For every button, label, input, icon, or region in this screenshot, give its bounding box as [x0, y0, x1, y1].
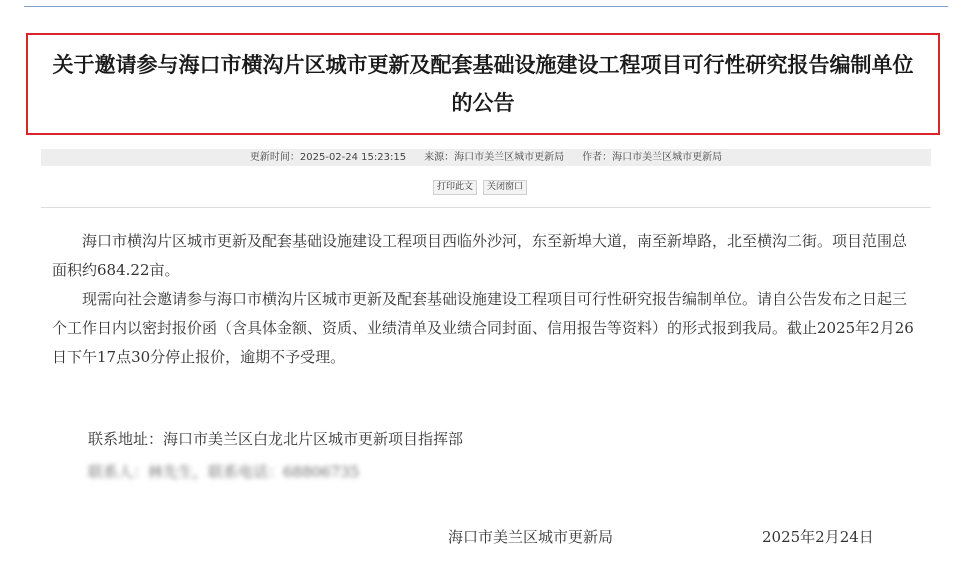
paragraph-1: 海口市横沟片区城市更新及配套基础设施建设工程项目西临外沙河，东至新埠大道，南至新埠路，北至横沟二街。项目范围总面积约684.22亩。	[52, 232, 908, 279]
top-rule	[24, 6, 948, 7]
meta-bar	[41, 149, 931, 166]
paragraph-2: 现需向社会邀请参与海口市横沟片区城市更新及配套基础设施建设工程项目可行性研究报告编制单位。请自公告发布之日起三个工作日内以密封报价函（含具体金额、资质、业绩清单及业绩合同封面、信用报告等资料）的形式报到我局。截止2025年2月26日下午17点30分停止报价，逾期不予受理。	[52, 290, 914, 366]
page-title: 关于邀请参与海口市横沟片区城市更新及配套基础设施建设工程项目可行性研究报告编制单位的公告	[52, 53, 914, 115]
title-box	[26, 33, 940, 135]
signature-org: 海口市美兰区城市更新局	[448, 528, 614, 546]
article-actions	[0, 180, 960, 195]
meta-updated: 更新时间：2025-02-24 15:23:15	[249, 152, 407, 163]
meta-author: 作者：海口市美兰区城市更新局	[582, 152, 723, 163]
contact-person-blurred: 联系人：林先生，联系电话：68806735	[88, 463, 360, 481]
article-body	[52, 227, 918, 372]
signature-date: 2025年2月24日	[762, 528, 874, 546]
print-button[interactable]: 打印此文	[433, 180, 477, 195]
contact-address: 联系地址：海口市美兰区白龙北片区城市更新项目指挥部	[88, 430, 464, 448]
divider	[41, 207, 931, 208]
close-window-button[interactable]: 关闭窗口	[483, 180, 527, 195]
meta-source: 来源：海口市美兰区城市更新局	[424, 152, 565, 163]
